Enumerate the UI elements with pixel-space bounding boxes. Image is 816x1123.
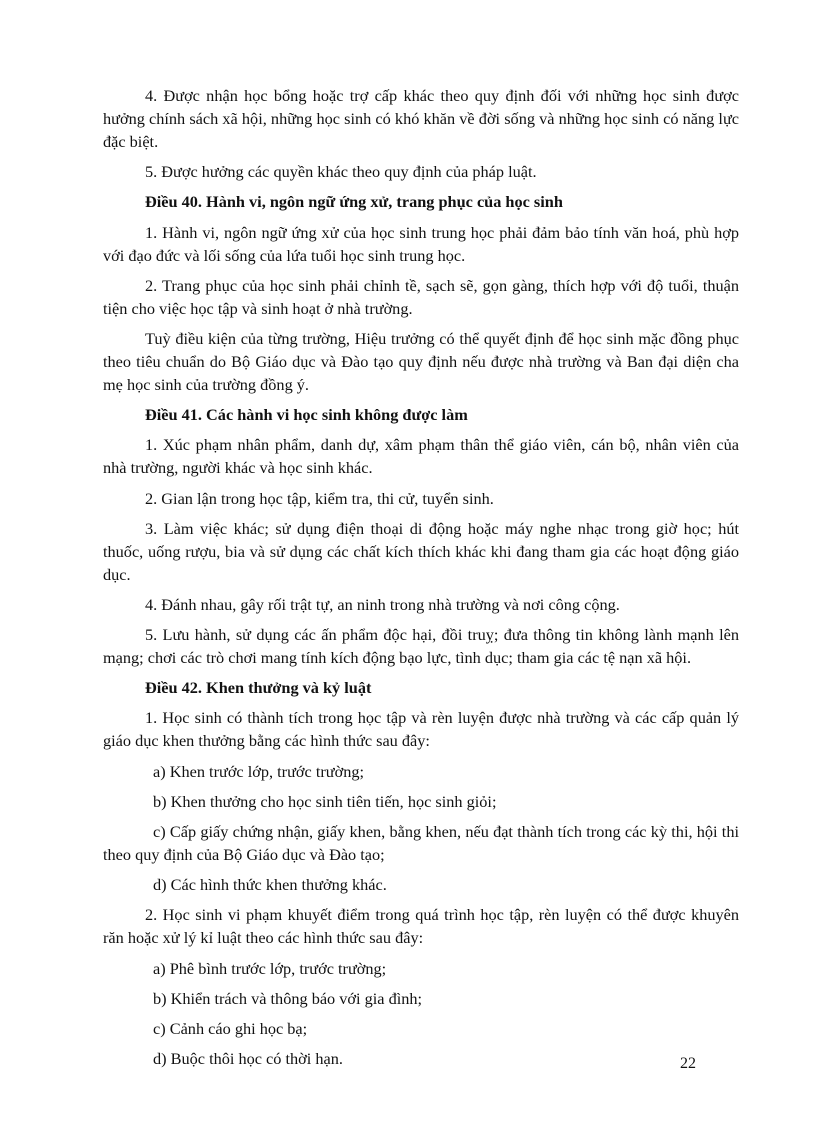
page-number: 22 <box>680 1055 696 1072</box>
list-item-reward-a: a) Khen trước lớp, trước trường; <box>153 761 365 781</box>
paragraph-no-insult: 1. Xúc phạm nhân phẩm, danh dự, xâm phạm thân thể giáo viên, cán bộ, nhân viên của nhà trường, người khác và học sinh khác. <box>103 435 739 478</box>
paragraph-clothing: 2. Trang phục của học sinh phải chỉnh tề, sạch sẽ, gọn gàng, thích hợp với độ tuổi, thuận tiện cho việc học tập và sinh hoạt ở nhà trường. <box>103 275 739 318</box>
list-item-discipline-c: c) Cảnh cáo ghi học bạ; <box>153 1018 308 1038</box>
paragraph-no-harmful-publications: 5. Lưu hành, sử dụng các ấn phẩm độc hại, đồi truỵ; đưa thông tin không lành mạnh lên mạng; chơi các trò chơi mang tính kích động bạo lực, tình dục; tham gia các tệ nạn xã hội. <box>103 625 739 668</box>
paragraph-no-fighting: 4. Đánh nhau, gây rối trật tự, an ninh trong nhà trường và nơi công cộng. <box>145 594 620 614</box>
list-item-reward-d: d) Các hình thức khen thưởng khác. <box>153 875 387 895</box>
article-42-heading: Điều 42. Khen thưởng và kỷ luật <box>145 678 372 698</box>
paragraph-no-cheating: 2. Gian lận trong học tập, kiểm tra, thi cử, tuyển sinh. <box>145 488 494 508</box>
paragraph-uniform: Tuỳ điều kiện của từng trường, Hiệu trưởng có thể quyết định để học sinh mặc đồng phục theo tiêu chuẩn do Bộ Giáo dục và Đào tạo quy định nếu được nhà trường và Ban đại diện cha mẹ học sinh của trường đồng ý. <box>103 328 739 394</box>
list-item-discipline-a: a) Phê bình trước lớp, trước trường; <box>153 958 387 978</box>
paragraph-no-phone-smoking: 3. Làm việc khác; sử dụng điện thoại di động hoặc máy nghe nhạc trong giờ học; hút thuốc, uống rượu, bia và sử dụng các chất kích thích khác khi đang tham gia các hoạt động giáo dục. <box>103 518 739 584</box>
paragraph-other-rights: 5. Được hưởng các quyền khác theo quy định của pháp luật. <box>145 162 537 182</box>
article-40-heading: Điều 40. Hành vi, ngôn ngữ ứng xử, trang phục của học sinh <box>145 192 563 212</box>
paragraph-scholarship-right: 4. Được nhận học bổng hoặc trợ cấp khác theo quy định đối với những học sinh được hưởng chính sách xã hội, những học sinh có khó khăn về đời sống và những học sinh có năng lực đặc biệt. <box>103 86 739 151</box>
list-item-reward-b: b) Khen thưởng cho học sinh tiên tiến, học sinh giỏi; <box>153 791 497 811</box>
paragraph-discipline-intro: 2. Học sinh vi phạm khuyết điểm trong quá trình học tập, rèn luyện có thể được khuyên răn hoặc xử lý kỉ luật theo các hình thức sau đây: <box>103 905 739 948</box>
list-item-reward-c: c) Cấp giấy chứng nhận, giấy khen, bằng khen, nếu đạt thành tích trong các kỳ thi, hội thi theo quy định của Bộ Giáo dục và Đào tạo; <box>103 822 739 864</box>
document-page <box>103 84 739 1077</box>
list-item-discipline-d: d) Buộc thôi học có thời hạn. <box>153 1049 343 1069</box>
article-41-heading: Điều 41. Các hành vi học sinh không được làm <box>145 405 468 425</box>
paragraph-rewards-intro: 1. Học sinh có thành tích trong học tập và rèn luyện được nhà trường và các cấp quản lý giáo dục khen thưởng bằng các hình thức sau đây: <box>103 708 739 751</box>
list-item-discipline-b: b) Khiển trách và thông báo với gia đình; <box>153 988 423 1008</box>
paragraph-behavior-language: 1. Hành vi, ngôn ngữ ứng xử của học sinh trung học phải đảm bảo tính văn hoá, phù hợp với đạo đức và lối sống của lứa tuổi học sinh trung học. <box>103 222 739 265</box>
